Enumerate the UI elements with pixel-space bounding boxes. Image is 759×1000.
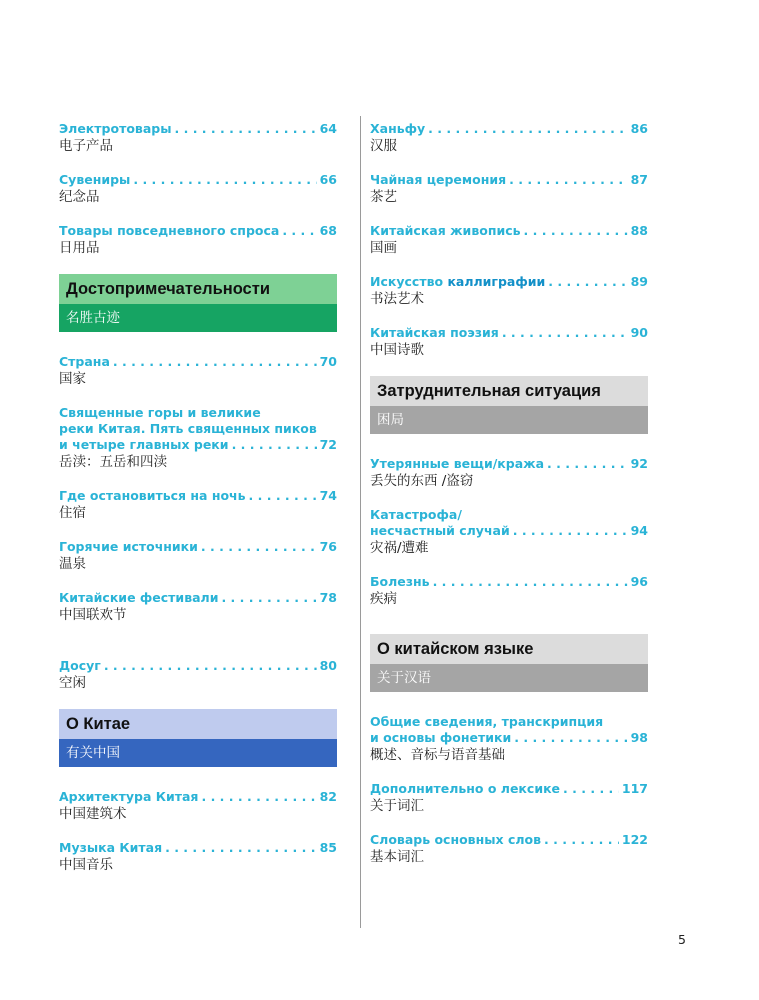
section-title: Затруднительная ситуация [370,376,648,406]
toc-entry-tea-ceremony[interactable] [370,172,648,206]
entry-page-number: 70 [319,354,337,369]
entry-chinese-title: 电子产品 [59,138,113,154]
entry-chinese-title: 日用品 [59,240,100,256]
entry-chinese-title: 中国音乐 [59,857,113,873]
section-header-difficult-situation[interactable] [370,376,648,434]
entry-title: Китайская живопись [370,223,521,238]
entry-title: Чайная церемония [370,172,507,187]
toc-entry-dictionary[interactable] [370,832,648,866]
entry-page-number: 88 [630,223,648,238]
toc-entry-hanfu[interactable] [370,121,648,155]
entry-chinese-title: 灾祸/遭难 [370,540,429,556]
entry-chinese-title: 住宿 [59,505,86,521]
entry-chinese-title: 书法艺术 [370,291,424,307]
entry-page-number: 78 [319,590,337,605]
entry-chinese-title: 温泉 [59,556,86,572]
toc-entry-country[interactable] [59,354,337,388]
entry-chinese-title: 丢失的东西 /盗窃 [370,473,474,489]
toc-entry-architecture[interactable] [59,789,337,823]
entry-page-number: 122 [621,832,648,847]
section-header-chinese-language[interactable] [370,634,648,692]
entry-page-number: 82 [319,789,337,804]
entry-title: Искусство каллиграфии [370,274,546,289]
entry-page-number: 94 [630,523,648,538]
entry-title: несчастный случай [370,523,510,538]
entry-title-line: Катастрофа/ [370,507,462,522]
entry-chinese-title: 基本词汇 [370,849,424,865]
entry-title: Архитектура Китая [59,789,199,804]
entry-title-line: реки Китая. Пять священных пиков [59,421,317,436]
toc-entry-accommodation[interactable] [59,488,337,522]
entry-title: Электротовары [59,121,172,136]
entry-chinese-title: 国画 [370,240,397,256]
toc-entry-souvenirs[interactable] [59,172,337,206]
entry-page-number: 66 [319,172,337,187]
entry-title: Музыка Китая [59,840,163,855]
toc-entry-accident[interactable] [370,507,648,557]
entry-page-number: 80 [319,658,337,673]
entry-chinese-title: 中国建筑术 [59,806,127,822]
section-chinese-title: 有关中国 [59,739,337,767]
entry-page-number: 72 [319,437,337,452]
toc-entry-illness[interactable] [370,574,648,608]
section-header-sights[interactable] [59,274,337,332]
toc-entry-music[interactable] [59,840,337,874]
toc-entry-electronics[interactable] [59,121,337,155]
entry-title: Болезнь [370,574,430,589]
entry-title: Словарь основных слов [370,832,542,847]
entry-chinese-title: 纪念品 [59,189,100,205]
section-title: О Китае [59,709,337,739]
entry-chinese-title: 中国联欢节 [59,607,127,623]
toc-right-column [370,121,648,883]
entry-page-number: 87 [630,172,648,187]
toc-entry-phonetics[interactable] [370,714,648,764]
entry-page-number: 117 [621,781,648,796]
entry-chinese-title: 国家 [59,371,86,387]
entry-page-number: 86 [630,121,648,136]
toc-entry-sacred-mountains[interactable] [59,405,337,471]
section-chinese-title: 困局 [370,406,648,434]
toc-entry-poetry[interactable] [370,325,648,359]
section-title: Достопримечательности [59,274,337,304]
entry-page-number: 76 [319,539,337,554]
entry-title-line: Священные горы и великие [59,405,261,420]
entry-title: Досуг [59,658,101,673]
page-number: 5 [678,932,686,947]
entry-title: Китайская поэзия [370,325,499,340]
entry-page-number: 96 [630,574,648,589]
entry-title: и основы фонетики [370,730,512,745]
entry-chinese-title: 汉服 [370,138,397,154]
toc-entry-leisure[interactable] [59,658,337,692]
entry-page-number: 98 [630,730,648,745]
entry-title: Сувениры [59,172,131,187]
entry-title: Утерянные вещи/кража [370,456,545,471]
toc-entry-painting[interactable] [370,223,648,257]
entry-chinese-title: 岳渎：五岳和四渎 [59,454,167,470]
entry-page-number: 89 [630,274,648,289]
entry-chinese-title: 中国诗歌 [370,342,424,358]
entry-page-number: 68 [319,223,337,238]
toc-entry-lost-items[interactable] [370,456,648,490]
section-title: О китайском языке [370,634,648,664]
entry-title: Товары повседневного спроса [59,223,280,238]
toc-left-column [59,121,337,891]
entry-title: Где остановиться на ночь [59,488,246,503]
entry-page-number: 74 [319,488,337,503]
entry-chinese-title: 概述、音标与语音基础 [370,747,505,763]
toc-entry-festivals[interactable] [59,590,337,624]
toc-entry-daily-goods[interactable] [59,223,337,257]
entry-title-line: Общие сведения, транскрипция [370,714,604,729]
entry-page-number: 90 [630,325,648,340]
toc-entry-calligraphy[interactable] [370,274,648,308]
entry-page-number: 64 [319,121,337,136]
toc-entry-lexicon[interactable] [370,781,648,815]
entry-page-number: 92 [630,456,648,471]
entry-title: Горячие источники [59,539,198,554]
entry-chinese-title: 疾病 [370,591,397,607]
entry-chinese-title: 茶艺 [370,189,397,205]
entry-chinese-title: 空闲 [59,675,86,691]
toc-entry-hot-springs[interactable] [59,539,337,573]
entry-title: Ханьфу [370,121,426,136]
section-header-about-china[interactable] [59,709,337,767]
entry-title: Дополнительно о лексике [370,781,561,796]
entry-title: Страна [59,354,110,369]
entry-title-highlight: каллиграфии [447,274,546,289]
section-chinese-title: 关于汉语 [370,664,648,692]
entry-chinese-title: 关于词汇 [370,798,424,814]
entry-title: Китайские фестивали [59,590,219,605]
entry-page-number: 85 [319,840,337,855]
entry-title: и четыре главных реки [59,437,229,452]
section-chinese-title: 名胜古迹 [59,304,337,332]
column-divider [360,116,361,928]
